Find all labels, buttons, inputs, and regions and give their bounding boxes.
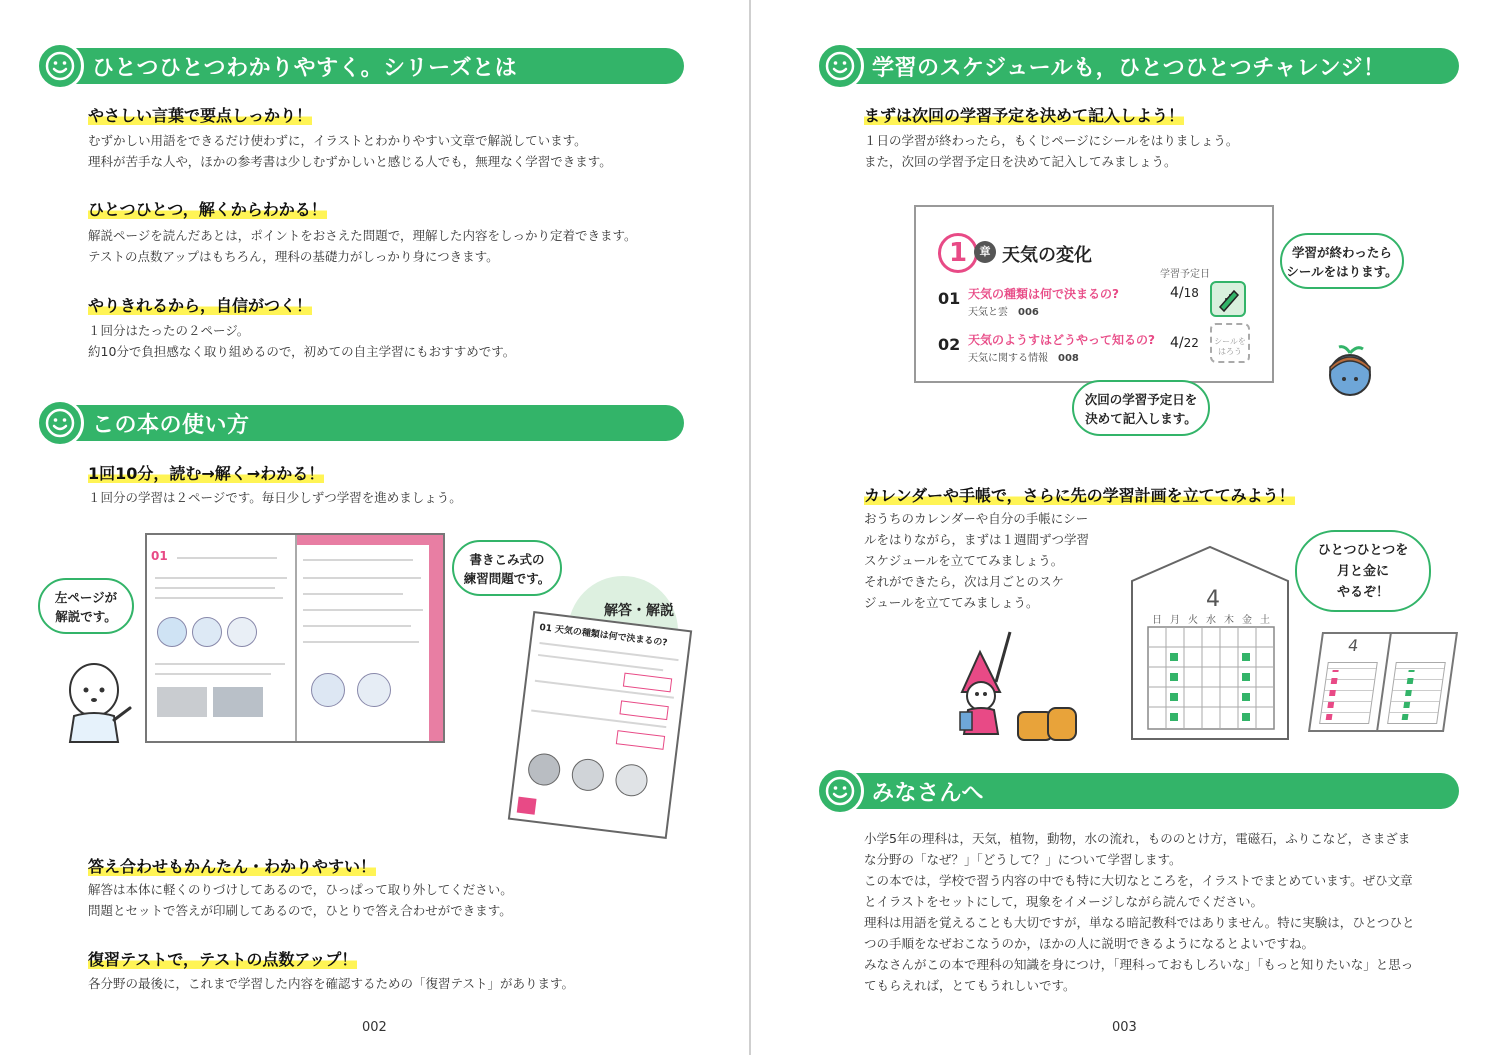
smile-icon: [36, 42, 84, 90]
callout-bubble: ひとつひとつを 月と金に やるぞ！: [1295, 530, 1431, 612]
body-text: １回分の学習は２ページです。毎日少しずつ学習を進めましょう。: [88, 490, 462, 505]
section-header-to-everyone: [822, 773, 1459, 809]
chapter-title: 天気の変化: [1002, 245, 1092, 266]
section-header-schedule: [822, 48, 1459, 84]
sticker-placeholder[interactable]: シールをはろう: [1210, 323, 1250, 363]
body-text: 小学5年の理科は，天気，植物，動物，水の流れ，もののとけ方，電磁石，ふりこなど，さまざま な分野の「なぜ？」「どうして？」について学習します。 この本では，学校で習う内容の中でも特に大切なところを，イラストでまとめています。ぜひ文章 とイラストをセットにして，現象をイメージしながら読んでください。 理科は用語を覚えることも大切ですが，単なる暗記教科ではありません。特に実験は，ひとつひと つの手順をなぜおこなうのか，ほかの人に説明できるようになるとよいですね。 みなさんがこの本で理科の知識を身につけ，「理科っておもしろいな」「もっと知りたいな」と思っ てもらえれば，とてもうれしいです。: [864, 831, 1415, 993]
book-left-page: [147, 535, 297, 741]
callout-bubble: 次回の学習予定日を 決めて記入します。: [1072, 380, 1210, 436]
subheading: 復習テストで，テストの点数アップ！: [88, 950, 358, 969]
bag-icon: [1014, 700, 1080, 744]
sticker-pencil-icon: [1210, 281, 1246, 317]
subheading: やさしい言葉で要点しっかり！: [88, 106, 313, 125]
callout-bubble: 書きこみ式の 練習問題です。: [452, 540, 562, 596]
toc-row: 02 天気のようすはどうやって知るの? 天気に関する情報 008 4/22 シールをはろう: [938, 331, 1258, 371]
notebook-illustration: [1308, 632, 1458, 732]
smile-icon: [36, 399, 84, 447]
smile-icon: [816, 42, 864, 90]
globe-icon: [192, 617, 222, 647]
smile-icon: [816, 767, 864, 815]
acorn-character: [1325, 343, 1375, 403]
cloud-photo: [213, 687, 263, 717]
date-entry[interactable]: 4/22: [1170, 335, 1199, 351]
calendar-weekdays: 日 月 火 水 木 金 土: [1152, 615, 1270, 626]
subheading: まずは次回の学習予定を決めて記入しよう！: [864, 106, 1185, 125]
page-number: 002: [362, 1020, 387, 1035]
section-title: 学習のスケジュールも，ひとつひとつチャレンジ！: [872, 56, 1386, 81]
answer-booklet-illustration: [508, 611, 692, 839]
date-entry[interactable]: 4/18: [1170, 285, 1199, 301]
globe-icon: [157, 617, 187, 647]
globe-icon: [227, 617, 257, 647]
section-title: この本の使い方: [92, 413, 250, 438]
mini-page-title: 01 天気の種類は何で決まるの?: [538, 622, 668, 649]
book-right-page: [297, 535, 443, 741]
subheading: やりきれるから，自信がつく！: [88, 296, 313, 315]
section-title: みなさんへ: [872, 781, 985, 806]
page-number: 003: [1112, 1020, 1137, 1035]
chapter-number-circle: 1: [938, 233, 978, 273]
calendar-illustration: [1130, 545, 1290, 741]
plan-header: 学習予定日: [1160, 269, 1210, 280]
globe-icon: [614, 762, 650, 798]
section-header-series: [42, 48, 684, 84]
notebook-month: 4: [1346, 636, 1360, 655]
cloud-photo: [157, 687, 207, 717]
globe-icon: [311, 673, 345, 707]
globe-icon: [357, 673, 391, 707]
body-text: おうちのカレンダーや自分の手帳にシー ルをはりながら，まずは１週間ずつ学習 スケジュールを立ててみましょう。 それができたら，次は月ごとのスケ ジュールを立ててみましょう。: [864, 511, 1090, 610]
calendar-month: 4: [1206, 587, 1220, 612]
subheading: 1回10分，読む→解く→わかる！: [88, 464, 325, 483]
toc-sample-box: [914, 205, 1274, 383]
section-header-usage: [42, 405, 684, 441]
answer-badge-label: 解答・解説: [604, 603, 674, 619]
body-text: １回分はたったの２ページ。 約10分で負担感なく取り組めるので，初めての自主学習にもおすすめです。: [88, 323, 516, 359]
body-text: むずかしい用語をできるだけ使わずに，イラストとわかりやすい文章で解説しています。 理科が苦手な人や，ほかの参考書は少しむずかしいと感じる人でも，無理なく学習できます。: [88, 133, 612, 169]
mascot-character: [62, 656, 136, 746]
right-page: [750, 0, 1500, 1055]
subheading: 答え合わせもかんたん・わかりやすい！: [88, 857, 377, 876]
callout-bubble: 左ページが 解説です。: [38, 578, 134, 634]
body-text: １日の学習が終わったら，もくじページにシールをはりましょう。 また，次回の学習予定日を決めて記入してみましょう。: [864, 133, 1239, 169]
callout-bubble: 学習が終わったら シールをはります。: [1280, 233, 1404, 289]
book-spread-illustration: [145, 533, 445, 743]
body-text: 解答は本体に軽くのりづけしてあるので，ひっぱって取り外してください。 問題とセットで答えが印刷してあるので，ひとりで答え合わせができます。: [88, 882, 513, 918]
subheading: カレンダーや手帳で，さらに先の学習計画を立ててみよう！: [864, 486, 1295, 505]
globe-icon: [526, 752, 562, 788]
section-title: ひとつひとつわかりやすく。シリーズとは: [92, 56, 518, 81]
toc-row: 01 天気の種類は何で決まるの? 天気と雲 006 4/18: [938, 285, 1258, 325]
chapter-label: 章: [974, 241, 996, 263]
subheading: ひとつひとつ，解くからわかる！: [88, 200, 327, 219]
globe-icon: [570, 757, 606, 793]
body-text: 解説ページを読んだあとは，ポイントをおさえた問題で，理解した内容をしっかり定着できます。 テストの点数アップはもちろん，理科の基礎力がしっかり身につきます。: [88, 228, 637, 264]
mini-page-title: 01: [151, 549, 168, 563]
body-text: 各分野の最後に，これまで学習した内容を確認するための「復習テスト」があります。: [88, 976, 575, 991]
